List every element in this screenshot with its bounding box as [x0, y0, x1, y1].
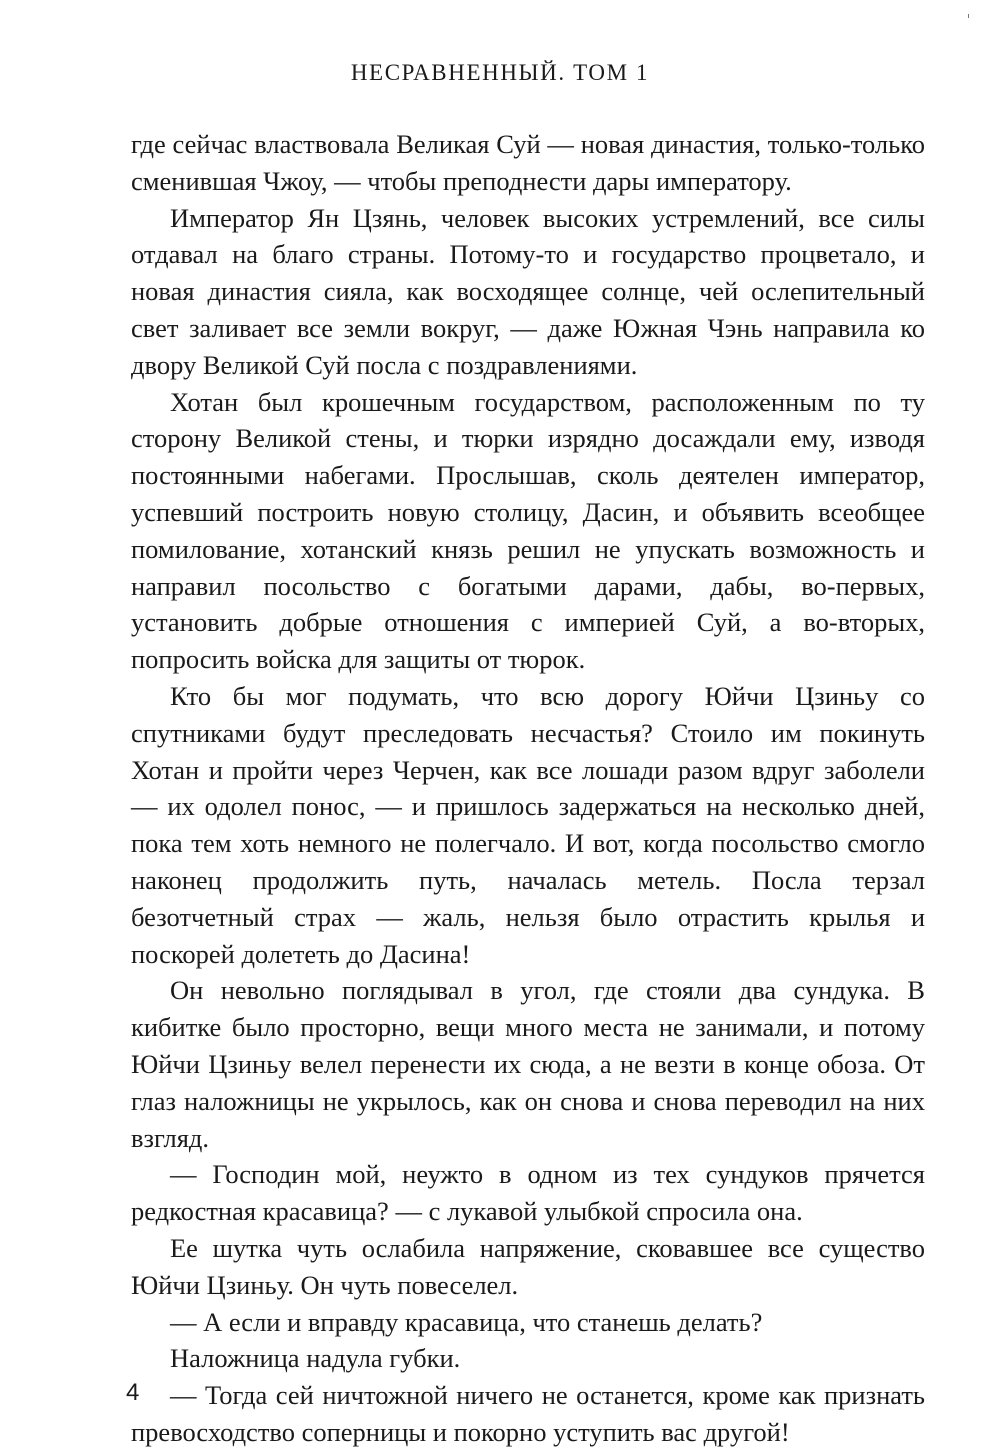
paragraph: Он невольно поглядывал в угол, где стояли два сундука. В кибитке было просторно, вещи много места не занимали, и потому Юйчи Цзиньу велел перенести их сюда, а не везти в конце обоза. От глаз наложницы не укрылось, как он снова и снова переводил на них взгляд. [131, 975, 925, 1153]
running-header: НЕСРАВНЕННЫЙ. ТОМ 1 [350, 60, 650, 85]
paragraph: Хотан был крошечным государством, расположенным по ту сторону Великой стены, и тюрки изрядно досаждали ему, изводя постоянными набегами. Прослышав, сколь деятелен император, успевший построить новую столицу, Дасин, и объявить всеобщее помилование, хотанский князь решил не упускать возможность и направил посольство с богатыми дарами, дабы, во-первых, установить добрые отношения с империей Суй, а во-вторых, попросить войска для защиты от тюрок. [131, 386, 925, 675]
page-number: 4 [126, 1379, 140, 1406]
paragraph: Наложница надула губки. [170, 1343, 461, 1374]
paragraph: где сейчас властвовала Великая Суй — новая династия, только-только сменившая Чжоу, — чтобы преподнести дары императору. [131, 129, 925, 196]
paragraph: Кто бы мог подумать, что всю дорогу Юйчи Цзиньу со спутниками будут преследовать несчастья? Стоило им покинуть Хотан и пройти через Черчен, как все лошади разом вдруг заболели — их одолел понос, — и пришлось задержаться на несколько дней, пока тем хоть немного не полегчало. И вот, когда посольство смогло наконец продолжить путь, началась метель. Посла терзал безотчетный страх — жаль, нельзя было отрастить крылья и поскорей долететь до Дасина! [131, 680, 925, 969]
dialogue-line: — А если и вправду красавица, что станешь делать? [170, 1306, 763, 1337]
paragraph: Ее шутка чуть ослабила напряжение, сковавшее все существо Юйчи Цзиньу. Он чуть повеселел. [131, 1232, 925, 1300]
paragraph: Император Ян Цзянь, человек высоких устремлений, все силы отдавал на благо страны. Потому-то и государство процветало, и новая династия сияла, как восходящее солнце, чей ослепительный свет заливает все земли вокруг, — даже Южная Чэнь направила ко двору Великой Суй посла с поздравлениями. [131, 202, 925, 380]
dialogue-line: — Тогда сей ничтожной ничего не останется, кроме как признать превосходство соперницы и покорно уступить вас другой! [131, 1380, 925, 1447]
body-text [131, 126, 925, 1451]
dialogue-line: — Господин мой, неужто в одном из тех сундуков прячется редкостная красавица? — с лукавой улыбкой спросила она. [131, 1159, 925, 1227]
scan-speck [968, 14, 969, 18]
